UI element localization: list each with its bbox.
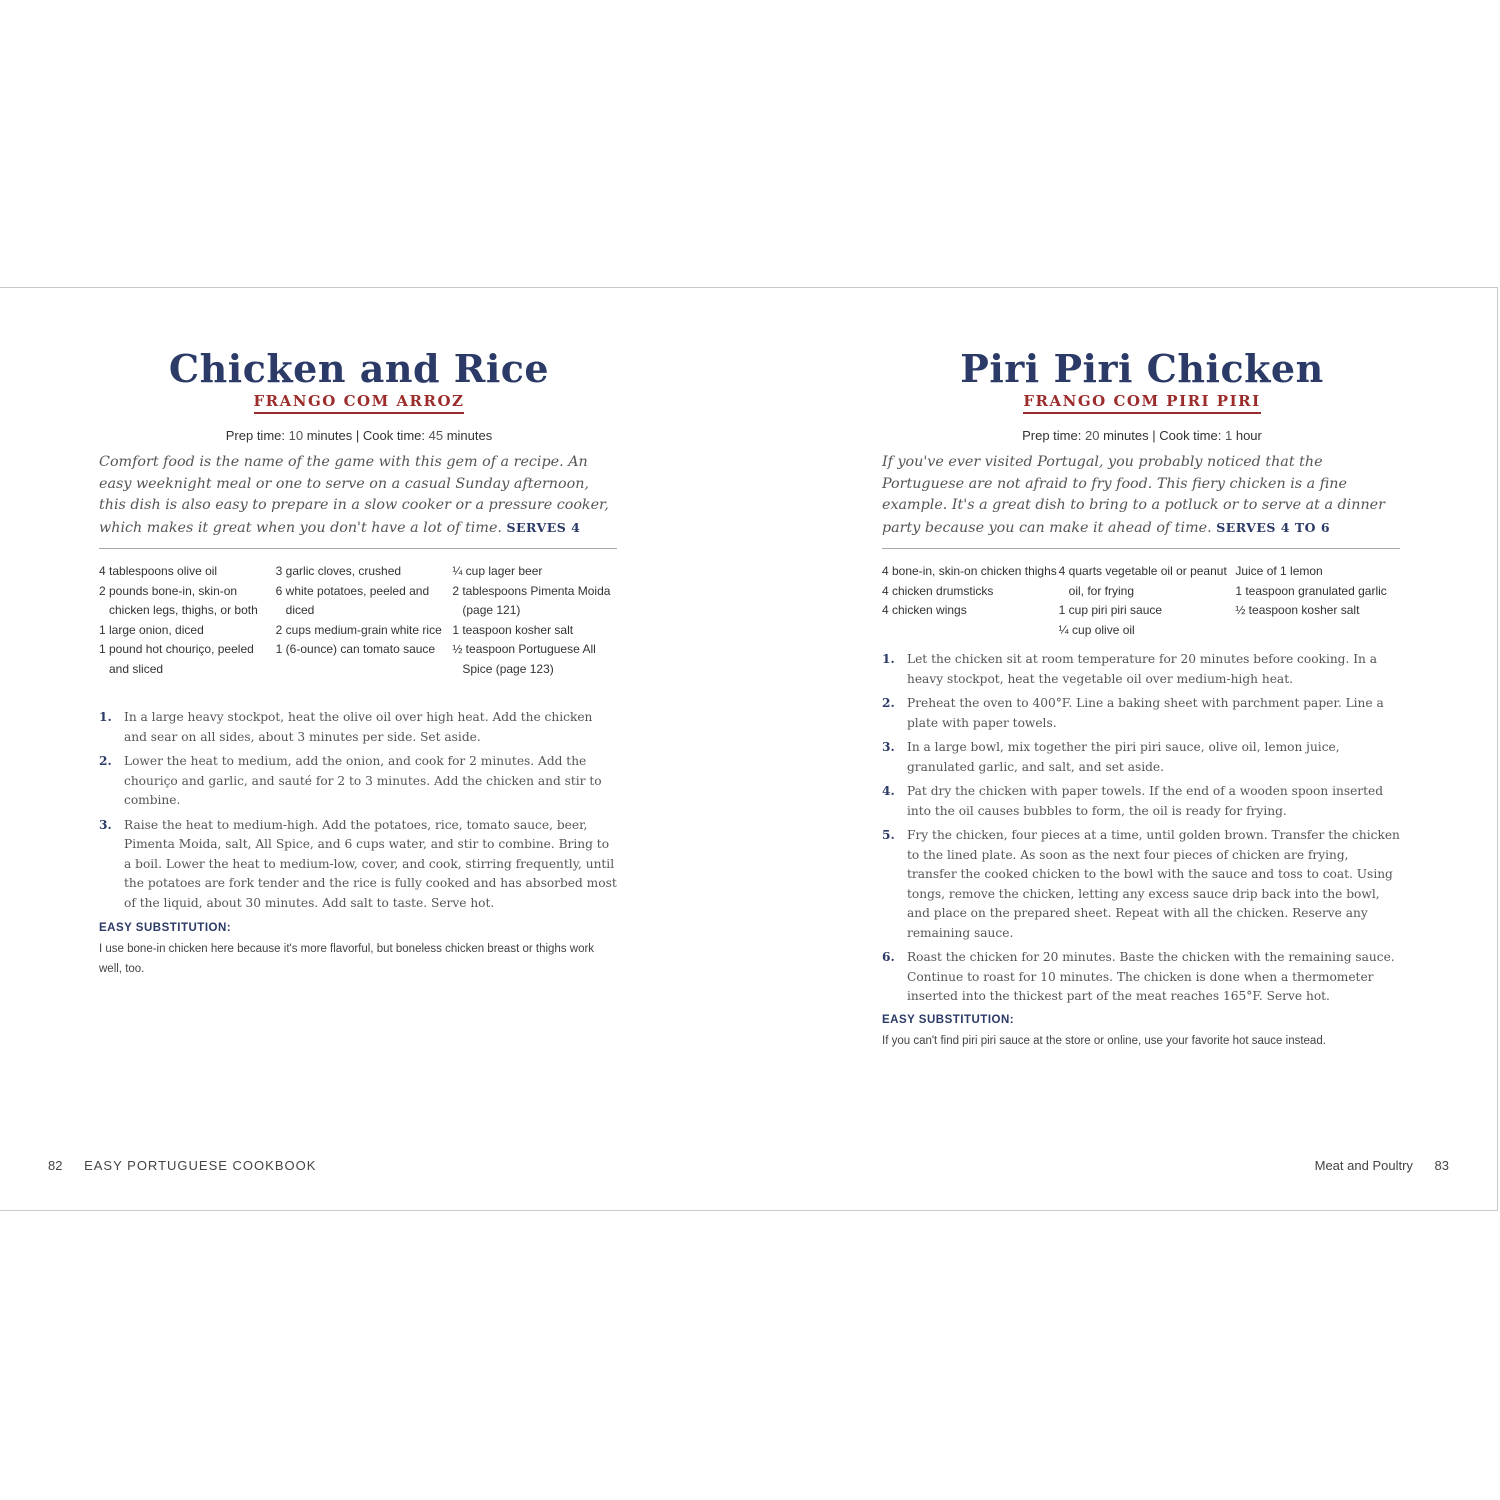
recipe-intro: [99, 452, 619, 539]
substitution-heading: EASY SUBSTITUTION:: [882, 1014, 1015, 1026]
ingredient-item: ¼ cup lager beer: [452, 564, 543, 578]
steps-list: [882, 650, 1402, 1012]
steps-list: [99, 708, 619, 918]
step-number: 3.: [882, 740, 895, 754]
ingredient-item: 6 white potatoes, peeled and diced: [275, 583, 430, 617]
ingredient-item: 4 chicken drumsticks: [882, 583, 994, 598]
step-item: [882, 738, 1402, 777]
substitution-text: If you can't find piri piri sauce at the store or online, use your favorite hot sauce instead.: [882, 1035, 1326, 1047]
ingredients-list: [882, 562, 1412, 640]
right-footer: [1315, 1158, 1449, 1173]
recipe-subtitle-wrap: [882, 392, 1402, 411]
ingredient-item: 3 garlic cloves, crushed: [275, 564, 402, 578]
ingredient-item: ½ teaspoon kosher salt: [1235, 603, 1360, 617]
recipe-subtitle: FRANGO COM ARROZ: [254, 392, 465, 414]
ingredient-column: [99, 562, 276, 679]
step-item: [882, 694, 1402, 733]
page-number: 83: [1434, 1158, 1449, 1173]
cook-unit: hour: [1235, 428, 1262, 443]
step-text: In a large bowl, mix together the piri piri sauce, olive oil, lemon juice, granulated garlic, and salt, and set aside.: [907, 740, 1340, 774]
recipe-times: [882, 428, 1402, 443]
serves-label: SERVES 4: [506, 519, 581, 535]
ingredient-item: 1 large onion, diced: [99, 622, 204, 637]
ingredient-item: Juice of 1 lemon: [1235, 564, 1323, 578]
ingredient-item: 1 pound hot chouriço, peeled and sliced: [99, 642, 254, 676]
cook-label: Cook time:: [1159, 428, 1222, 443]
prep-value: 10: [288, 428, 304, 443]
divider: [882, 548, 1400, 549]
book-spread: [0, 287, 1498, 1211]
step-text: Preheat the oven to 400°F. Line a baking sheet with parchment paper. Line a plate with paper towels.: [907, 696, 1384, 730]
intro-text: Comfort food is the name of the game with this gem of a recipe. An easy weeknight meal or one to serve on a casual Sunday afternoon, this dish is also easy to prepare in a slow cooker or a pressure cooker, which makes it great when you don't have a lot of time.: [99, 454, 609, 536]
step-number: 2.: [99, 754, 112, 768]
recipe-title: Piri Piri Chicken: [960, 346, 1324, 391]
ingredient-column: [1059, 562, 1236, 640]
step-number: 6.: [882, 950, 895, 964]
recipe-subtitle: FRANGO COM PIRI PIRI: [1023, 392, 1260, 414]
step-text: Roast the chicken for 20 minutes. Baste the chicken with the remaining sauce. Continue to roast for 10 minutes. The chicken is done when a thermometer inserted into the thickest part of the meat reaches 165°F. Serve hot.: [907, 950, 1395, 1003]
ingredient-item: 4 quarts vegetable oil or peanut oil, for frying: [1058, 564, 1227, 598]
cook-value: 45: [428, 428, 444, 443]
step-text: Pat dry the chicken with paper towels. If the end of a wooden spoon inserted into the oil causes bubbles to form, the oil is ready for frying.: [907, 784, 1384, 818]
running-head: Meat and Poultry: [1314, 1158, 1413, 1173]
running-head: EASY PORTUGUESE COOKBOOK: [84, 1158, 317, 1173]
ingredient-item: ¼ cup olive oil: [1058, 622, 1135, 637]
step-text: Fry the chicken, four pieces at a time, until golden brown. Transfer the chicken to the lined plate. As soon as the next four pieces of chicken are frying, transfer the cooked chicken to the bowl with the sauce and toss to coat. Using tongs, remove the chicken, letting any excess sauce drip back into the bowl, and place on the prepared sheet. Repeat with all the chicken. Reserve any remaining sauce.: [907, 828, 1400, 940]
step-item: [99, 752, 619, 811]
intro-text: If you've ever visited Portugal, you probably noticed that the Portuguese are not afraid to fry food. This fiery chicken is a fine example. It's a great dish to bring to a potluck or to serve at a dinner party because you can make it ahead of time.: [882, 454, 1385, 536]
ingredient-column: [452, 562, 629, 679]
serves-label: SERVES 4 TO 6: [1216, 519, 1331, 535]
prep-label: Prep time:: [225, 428, 285, 443]
substitution-text: I use bone-in chicken here because it's more flavorful, but boneless chicken breast or thighs work well, too.: [99, 943, 595, 975]
prep-value: 20: [1084, 428, 1100, 443]
step-number: 5.: [882, 828, 895, 842]
step-text: In a large heavy stockpot, heat the olive oil over high heat. Add the chicken and sear on all sides, about 3 minutes per side. Set aside.: [124, 710, 593, 744]
prep-unit: minutes |: [1103, 428, 1156, 443]
step-item: [882, 826, 1402, 943]
step-item: [882, 782, 1402, 821]
ingredient-item: 1 (6-ounce) can tomato sauce: [275, 642, 436, 656]
page-number: 82: [48, 1158, 63, 1173]
ingredient-item: 4 tablespoons olive oil: [99, 564, 218, 578]
divider: [99, 548, 617, 549]
step-item: [99, 708, 619, 747]
ingredient-item: 1 cup piri piri sauce: [1058, 603, 1163, 617]
ingredient-column: [1235, 562, 1412, 640]
step-item: [882, 650, 1402, 689]
ingredient-item: 1 teaspoon kosher salt: [452, 622, 574, 637]
recipe-subtitle-wrap: [99, 392, 619, 411]
ingredient-column: [276, 562, 453, 679]
step-number: 4.: [882, 784, 895, 798]
recipe-title: Chicken and Rice: [168, 346, 550, 391]
prep-label: Prep time:: [1022, 428, 1082, 443]
recipe-times: [99, 428, 619, 443]
step-number: 3.: [99, 817, 112, 832]
ingredient-column: [882, 562, 1059, 640]
left-footer: [48, 1158, 316, 1173]
prep-unit: minutes |: [306, 428, 360, 443]
substitution-heading: EASY SUBSTITUTION:: [99, 922, 232, 934]
step-text: Let the chicken sit at room temperature for 20 minutes before cooking. In a heavy stockpot, heat the vegetable oil over medium-high heat.: [907, 652, 1378, 686]
cook-value: 1: [1224, 428, 1233, 443]
step-number: 1.: [882, 652, 895, 666]
cook-label: Cook time:: [362, 428, 425, 443]
step-text: Lower the heat to medium, add the onion, and cook for 2 minutes. Add the chouriço and garlic, and sauté for 2 to 3 minutes. Add the chicken and stir to combine.: [124, 754, 602, 807]
ingredient-item: 4 chicken wings: [882, 603, 967, 617]
ingredient-item: 2 pounds bone-in, skin-on chicken legs, thighs, or both: [99, 583, 258, 617]
ingredient-item: 2 tablespoons Pimenta Moida (page 121): [452, 583, 611, 617]
ingredient-item: 2 cups medium-grain white rice: [275, 622, 442, 637]
cook-unit: minutes: [446, 428, 493, 443]
ingredient-item: 4 bone-in, skin-on chicken thighs: [882, 564, 1057, 578]
step-item: [882, 948, 1402, 1007]
recipe-intro: [882, 452, 1402, 539]
step-number: 1.: [99, 710, 112, 724]
step-item: [99, 816, 619, 914]
step-number: 2.: [882, 696, 895, 710]
ingredients-list: [99, 562, 629, 679]
ingredient-item: 1 teaspoon granulated garlic: [1235, 583, 1387, 598]
step-text: Raise the heat to medium-high. Add the potatoes, rice, tomato sauce, beer, Pimenta Moida, salt, All Spice, and 6 cups water, and stir to combine. Bring to a boil. Lower the heat to medium-low, cover, and cook, stirring frequently, until the potatoes are fork tender and the rice is fully cooked and has absorbed most of the liquid, about 30 minutes. Add salt to taste. Serve hot.: [124, 817, 617, 910]
ingredient-item: ½ teaspoon Portuguese All Spice (page 123): [452, 642, 596, 676]
